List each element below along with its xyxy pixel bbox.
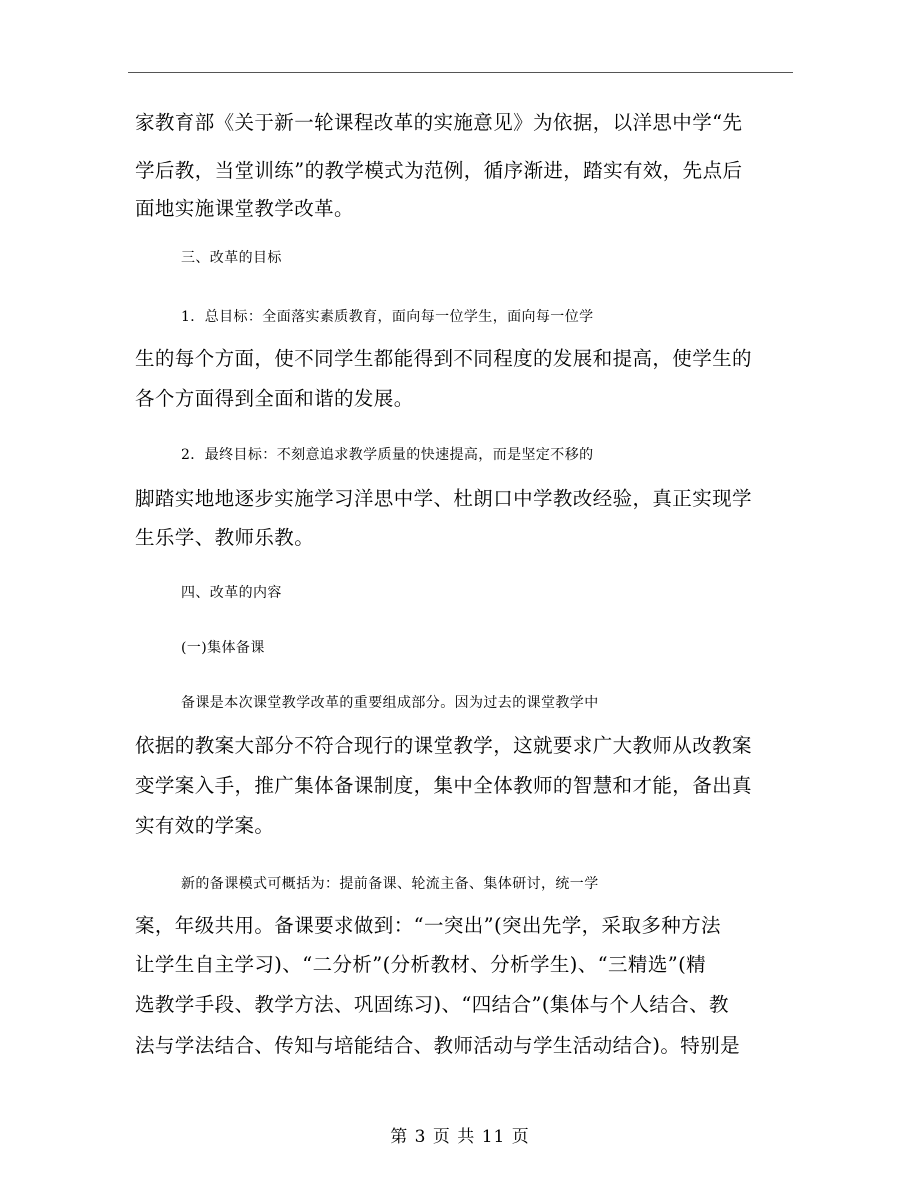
paragraph-line: 生乐学、教师乐教。 [135,526,315,549]
header-rule [128,72,793,73]
paragraph-line: 变学案入手，推广集体备课制度，集中全体教师的智慧和才能，备出真 [135,774,752,797]
paragraph-line: 各个方面得到全面和谐的发展。 [135,387,414,410]
paragraph-line: 生的每个方面，使不同学生都能得到不同程度的发展和提高，使学生的 [135,347,752,370]
paragraph-line: 学后教，当堂训练”的教学模式为范例，循序渐进，踏实有效，先点后 [135,159,743,182]
section-heading: 四、改革的内容 [181,585,282,601]
paragraph-line: 面地实施课堂教学改革。 [135,197,354,220]
section-heading: 三、改革的目标 [181,250,282,266]
paragraph-line: 选教学手段、教学方法、巩固练习)、“四结合”(集体与个人结合、教 [135,993,729,1016]
paragraph-line: 家教育部《关于新一轮课程改革的实施意见》为依据，以洋思中学“先 [135,111,743,134]
paragraph-line: 依据的教案大部分不符合现行的课堂教学，这就要求广大教师从改教案 [135,734,752,757]
paragraph-line: 法与学法结合、传知与培能结合、教师活动与学生活动结合)。特别是 [135,1034,741,1057]
subsection-heading: (一)集体备课 [181,640,265,656]
paragraph-line: 1．总目标：全面落实素质教育，面向每一位学生，面向每一位学 [181,309,594,325]
paragraph-line: 脚踏实地地逐步实施学习洋思中学、杜朗口中学教改经验，真正实现学 [135,487,752,510]
paragraph-line: 备课是本次课堂教学改革的重要组成部分。因为过去的课堂教学中 [181,695,599,711]
paragraph-line: 让学生自主学习)、“二分析”(分析教材、分析学生)、“三精选”(精 [135,953,707,976]
paragraph-line: 2．最终目标：不刻意追求教学质量的快速提高，而是坚定不移的 [181,447,594,463]
paragraph-line: 案，年级共用。备课要求做到：“一突出”(突出先学，采取多种方法 [135,914,721,937]
paragraph-line: 新的备课模式可概括为：提前备课、轮流主备、集体研讨，统一学 [181,876,599,892]
page-number-footer: 第 3 页 共 11 页 [390,1127,530,1147]
paragraph-line: 实有效的学案。 [135,814,275,837]
